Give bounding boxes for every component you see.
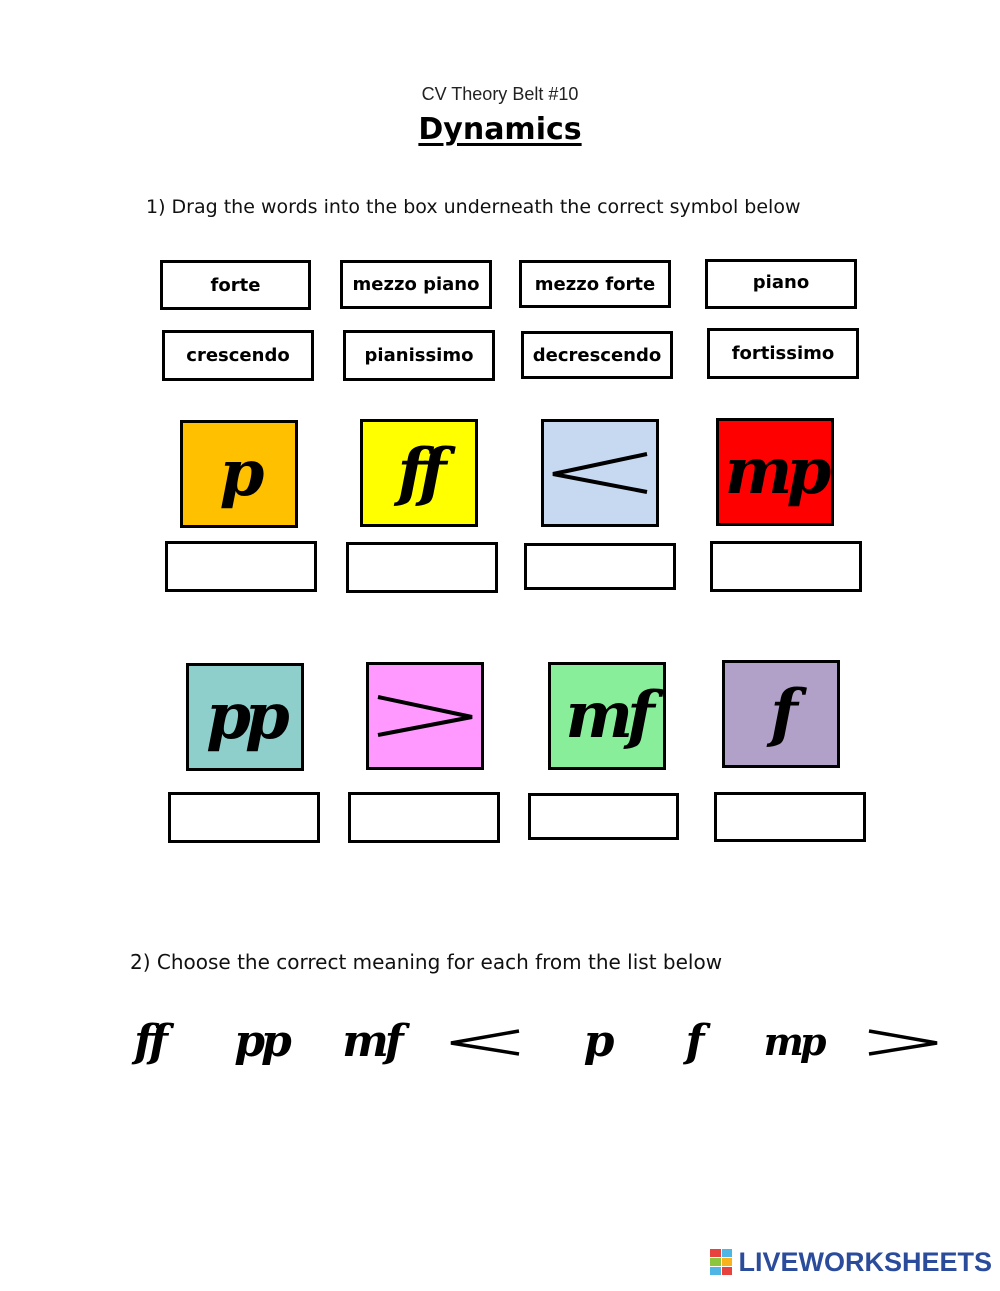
liveworksheets-logo-icon bbox=[710, 1249, 732, 1275]
word-piano[interactable]: piano bbox=[705, 259, 857, 309]
crescendo-hairpin-icon bbox=[547, 448, 653, 498]
question-1-instruction: 1) Drag the words into the box underneath the correct symbol below bbox=[146, 196, 801, 218]
word-decrescendo[interactable]: decrescendo bbox=[521, 331, 673, 379]
fortissimo-symbol: ff bbox=[397, 435, 441, 510]
worksheet-title: Dynamics bbox=[418, 112, 582, 147]
answer-box-mezzo-piano[interactable] bbox=[710, 541, 862, 592]
word-mezzo-piano[interactable]: mezzo piano bbox=[340, 260, 492, 309]
word-fortissimo[interactable]: fortissimo bbox=[707, 328, 859, 379]
question-2-instruction: 2) Choose the correct meaning for each from the list below bbox=[130, 950, 723, 974]
symbol-fortissimo-tile bbox=[360, 419, 478, 527]
answer-box-mezzo-forte[interactable] bbox=[528, 793, 679, 840]
q2-mezzo-forte-symbol[interactable]: mf bbox=[342, 1016, 400, 1067]
symbol-crescendo-tile bbox=[541, 419, 659, 527]
q2-piano-symbol[interactable]: p bbox=[583, 1016, 611, 1067]
symbol-piano-tile bbox=[180, 420, 298, 528]
word-mezzo-forte[interactable]: mezzo forte bbox=[519, 260, 671, 308]
crescendo-hairpin-icon bbox=[447, 1027, 523, 1057]
liveworksheets-brand bbox=[710, 1245, 992, 1279]
q2-fortissimo-symbol[interactable]: ff bbox=[134, 1016, 164, 1067]
brand-name: LIVEWORKSHEETS bbox=[738, 1246, 992, 1277]
answer-box-piano[interactable] bbox=[165, 541, 317, 592]
forte-symbol: f bbox=[770, 676, 792, 751]
answer-box-crescendo[interactable] bbox=[524, 543, 676, 590]
symbol-decrescendo-tile bbox=[366, 662, 484, 770]
word-forte[interactable]: forte bbox=[160, 260, 311, 310]
q2-crescendo-symbol[interactable] bbox=[440, 1012, 530, 1072]
word-pianissimo[interactable]: pianissimo bbox=[343, 330, 495, 381]
pianissimo-symbol: pp bbox=[206, 679, 284, 754]
q2-mezzo-piano-symbol[interactable]: mp bbox=[763, 1019, 823, 1064]
decrescendo-hairpin-icon bbox=[372, 691, 478, 741]
mezzo-forte-symbol: mf bbox=[565, 678, 649, 753]
word-crescendo[interactable]: crescendo bbox=[162, 330, 314, 381]
q2-decrescendo-symbol[interactable] bbox=[858, 1012, 948, 1072]
answer-box-forte[interactable] bbox=[714, 792, 866, 842]
piano-symbol: p bbox=[219, 436, 259, 511]
answer-box-fortissimo[interactable] bbox=[346, 542, 498, 593]
worksheet-subtitle: CV Theory Belt #10 bbox=[421, 84, 579, 104]
answer-box-pianissimo[interactable] bbox=[168, 792, 320, 843]
symbol-pianissimo-tile bbox=[186, 663, 304, 771]
symbol-mezzo-piano-tile bbox=[716, 418, 834, 526]
answer-box-decrescendo[interactable] bbox=[348, 792, 500, 843]
q2-pianissimo-symbol[interactable]: pp bbox=[234, 1016, 288, 1067]
decrescendo-hairpin-icon bbox=[865, 1027, 941, 1057]
symbol-mezzo-forte-tile bbox=[548, 662, 666, 770]
mezzo-piano-symbol: mp bbox=[724, 434, 826, 509]
symbol-forte-tile bbox=[722, 660, 840, 768]
q2-forte-symbol[interactable]: f bbox=[685, 1016, 701, 1067]
